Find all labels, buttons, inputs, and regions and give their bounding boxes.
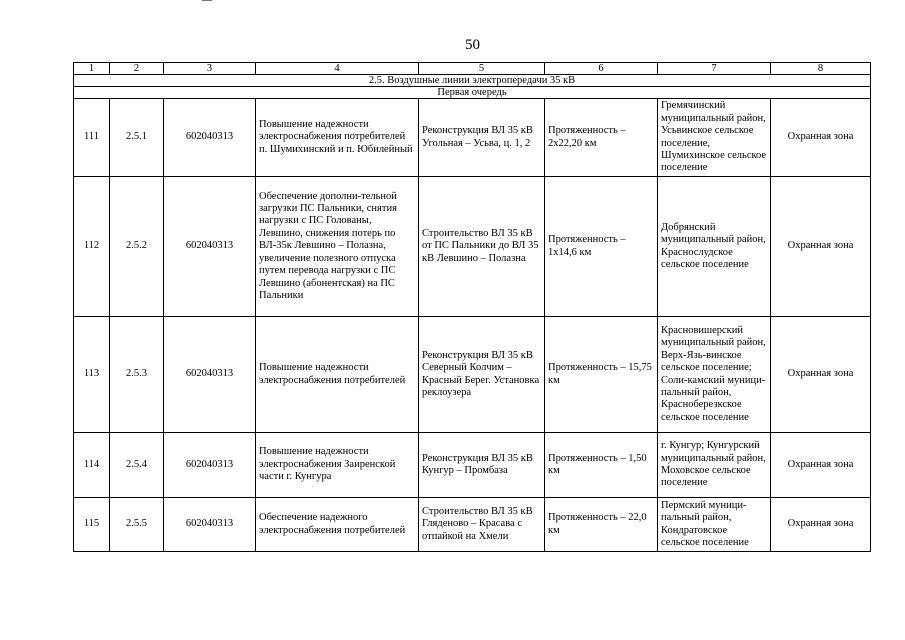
row-id: 602040313 bbox=[164, 177, 256, 317]
row-object: Строительство ВЛ 35 кВ Гляденово – Красава с отпайкой на Хмели bbox=[419, 498, 545, 552]
column-number: 7 bbox=[658, 63, 771, 75]
row-code: 2.5.3 bbox=[110, 317, 164, 433]
column-number: 1 bbox=[74, 63, 110, 75]
row-purpose: Повышение надежности электроснабжения Заиренской части г. Кунгура bbox=[256, 433, 419, 498]
objects-table bbox=[73, 62, 871, 552]
section-row bbox=[74, 75, 871, 87]
row-zone: Охранная зона bbox=[771, 317, 871, 433]
row-object: Строительство ВЛ 35 кВ от ПС Пальники до ВЛ 35 кВ Левшино – Полазна bbox=[419, 177, 545, 317]
row-location: г. Кунгур; Кунгурский муниципальный район, Моховское сельское поселение bbox=[658, 433, 771, 498]
row-length: Протяженность – 22,0 км bbox=[545, 498, 658, 552]
row-location: Гремячинский муниципальный район, Усьвинское сельское поселение, Шумихинское сельское поселение bbox=[658, 99, 771, 177]
row-length: Протяженность – 2х22,20 км bbox=[545, 99, 658, 177]
column-number-row bbox=[74, 63, 871, 75]
row-location: Пермский муници-пальный район, Кондратовское сельское поселение bbox=[658, 498, 771, 552]
row-object: Реконструкция ВЛ 35 кВ Кунгур – Промбаза bbox=[419, 433, 545, 498]
row-object: Реконструкция ВЛ 35 кВ Угольная – Усьва, ц. 1, 2 bbox=[419, 99, 545, 177]
column-number: 6 bbox=[545, 63, 658, 75]
row-number: 112 bbox=[74, 177, 110, 317]
column-number: 4 bbox=[256, 63, 419, 75]
row-purpose: Обеспечение надежного электроснабжения потребителей bbox=[256, 498, 419, 552]
row-purpose: Обеспечение дополни-тельной загрузки ПС Пальники, снятия нагрузки с ПС Голованы, Левшино, снижения потерь по ВЛ-35к Левшино – Полазна, увеличение полезного отпуска путем перевода нагрузки с ПС Левшино (абонентская) на ПС Пальники bbox=[256, 177, 419, 317]
row-id: 602040313 bbox=[164, 99, 256, 177]
page-number: 50 bbox=[465, 37, 480, 53]
row-zone: Охранная зона bbox=[771, 177, 871, 317]
table-row bbox=[74, 317, 871, 433]
row-zone: Охранная зона bbox=[771, 498, 871, 552]
row-id: 602040313 bbox=[164, 498, 256, 552]
table-row bbox=[74, 433, 871, 498]
row-id: 602040313 bbox=[164, 317, 256, 433]
row-code: 2.5.2 bbox=[110, 177, 164, 317]
row-code: 2.5.5 bbox=[110, 498, 164, 552]
row-number: 113 bbox=[74, 317, 110, 433]
row-number: 115 bbox=[74, 498, 110, 552]
section-title: 2.5. Воздушные линии электропередачи 35 кВ bbox=[74, 75, 871, 87]
table-row bbox=[74, 99, 871, 177]
row-zone: Охранная зона bbox=[771, 99, 871, 177]
column-number: 8 bbox=[771, 63, 871, 75]
row-number: 111 bbox=[74, 99, 110, 177]
row-location: Добрянский муниципальный район, Краснослудское сельское поселение bbox=[658, 177, 771, 317]
row-purpose: Повышение надежности электроснабжения потребителей bbox=[256, 317, 419, 433]
row-code: 2.5.1 bbox=[110, 99, 164, 177]
row-id: 602040313 bbox=[164, 433, 256, 498]
row-zone: Охранная зона bbox=[771, 433, 871, 498]
row-code: 2.5.4 bbox=[110, 433, 164, 498]
table-row bbox=[74, 177, 871, 317]
column-number: 3 bbox=[164, 63, 256, 75]
stage-row bbox=[74, 87, 871, 99]
row-length: Протяженность – 15,75 км bbox=[545, 317, 658, 433]
row-length: Протяженность – 1х14,6 км bbox=[545, 177, 658, 317]
column-number: 5 bbox=[419, 63, 545, 75]
top-mark bbox=[202, 0, 212, 1]
row-object: Реконструкция ВЛ 35 кВ Северный Колчим – Красный Берег. Установка реклоузера bbox=[419, 317, 545, 433]
row-location: Красновишерский муниципальный район, Верх-Язь-винское сельское поселение; Соли-камский муници-пальный район, Красноберезкское сельское поселение bbox=[658, 317, 771, 433]
stage-title: Первая очередь bbox=[74, 87, 871, 99]
table-row bbox=[74, 498, 871, 552]
row-length: Протяженность – 1,50 км bbox=[545, 433, 658, 498]
row-number: 114 bbox=[74, 433, 110, 498]
row-purpose: Повышение надежности электроснабжения потребителей п. Шумихинский и п. Юбилейный bbox=[256, 99, 419, 177]
column-number: 2 bbox=[110, 63, 164, 75]
